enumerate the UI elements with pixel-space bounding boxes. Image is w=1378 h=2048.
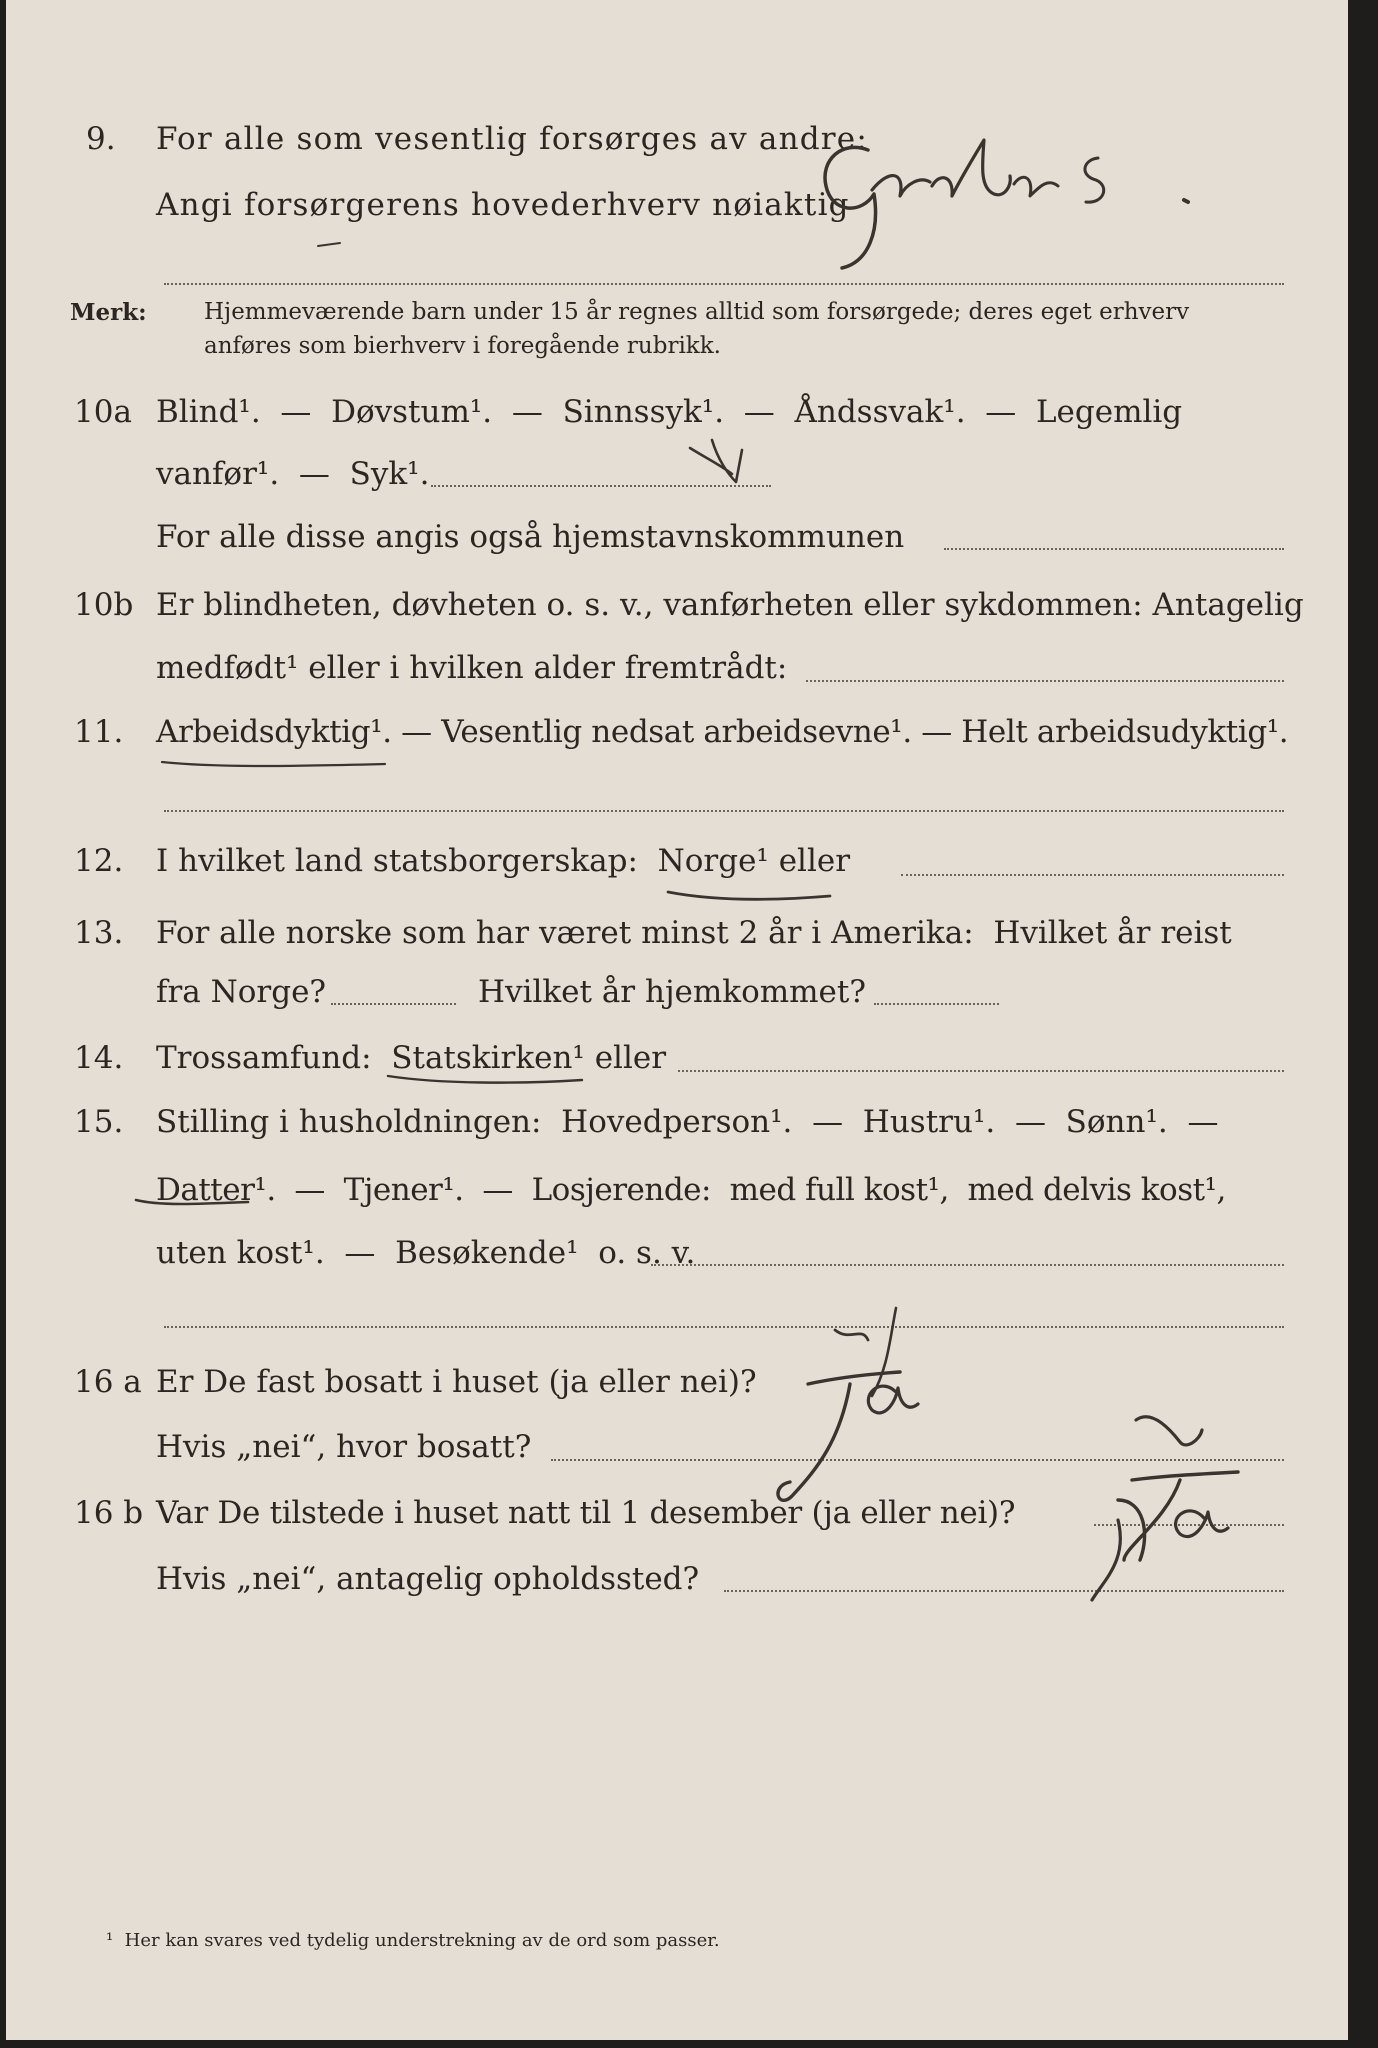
note-line1: Hjemmeværende barn under 15 år regnes alltid som forsørgede; deres eget erhverv [204,299,1190,325]
footnote: ¹ Her kan svares ved tydelig understrekning av de ord som passer. [106,1930,720,1951]
q16a-line2: Hvis „nei“, hvor bosatt? [156,1429,532,1465]
note-label: Merk: [70,299,147,326]
q16b-line2: Hvis „nei“, antagelig opholdssted? [156,1561,700,1597]
q9-handwritten-answer [825,140,1188,268]
q10b-line2: medfødt¹ eller i hvilken alder fremtrådt: [156,650,788,686]
q16a-number: 16 a [74,1364,142,1400]
q16b-handwritten-answer [1092,1417,1238,1600]
q10a-number: 10a [74,394,132,430]
q10a-line2: vanfør¹. — Syk¹. [156,456,430,492]
q11-number: 11. [74,714,124,750]
q10a-line3: For alle disse angis også hjemstavnskommunen [156,519,905,555]
q16a-handwritten-answer [778,1308,918,1500]
note-line2: anføres som bierhverv i foregående rubrikk. [204,333,721,359]
q15-line1: Stilling i husholdningen: Hovedperson¹. — Hustru¹. — Sønn¹. — [156,1104,1219,1140]
q12-number: 12. [74,843,124,879]
q11-line1: Arbeidsdyktig¹. — Vesentlig nedsat arbeidsevne¹. — Helt arbeidsudyktig¹. [156,714,1289,750]
q13-line2b: Hvilket år hjemkommet? [478,974,866,1010]
q12-line1: I hvilket land statsborgerskap: Norge¹ eller [156,843,851,879]
q9-line2: Angi forsørgerens hovederhverv nøiaktig [156,187,850,223]
q10a-line1: Blind¹. — Døvstum¹. — Sinnssyk¹. — Åndssvak¹. — Legemlig [156,394,1183,430]
q15-line2: Datter¹. — Tjener¹. — Losjerende: med full kost¹, med delvis kost¹, [156,1172,1226,1208]
underline-marks [136,243,830,1204]
q14-line1: Trossamfund: Statskirken¹ eller [156,1040,667,1076]
q9-number: 9. [86,121,116,157]
q13-line2a: fra Norge? [156,974,327,1010]
q14-number: 14. [74,1040,124,1076]
q13-line1: For alle norske som har været minst 2 år i Amerika: Hvilket år reist [156,915,1232,951]
q16a-line1: Er De fast bosatt i huset (ja eller nei)? [156,1364,757,1400]
q16b-number: 16 b [74,1495,144,1531]
q10b-line1: Er blindheten, døvheten o. s. v., vanførheten eller sykdommen: Antagelig [156,587,1304,623]
q15-number: 15. [74,1104,124,1140]
q9-line1: For alle som vesentlig forsørges av andre: [156,121,868,157]
q15-line3: uten kost¹. — Besøkende¹ o. s. v. [156,1235,696,1271]
q10b-number: 10b [74,587,134,623]
q13-number: 13. [74,915,124,951]
q16b-line1: Var De tilstede i huset natt til 1 desember (ja eller nei)? [156,1495,1016,1531]
